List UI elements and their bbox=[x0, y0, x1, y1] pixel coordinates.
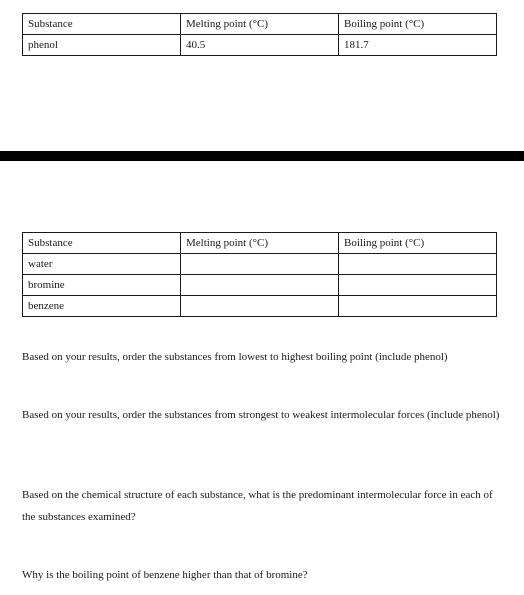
section-divider bbox=[0, 151, 524, 161]
cell-boiling-point: 181.7 bbox=[339, 35, 497, 56]
results-table-substances bbox=[22, 232, 497, 317]
cell-boiling-point[interactable] bbox=[339, 296, 497, 317]
cell-boiling-point[interactable] bbox=[339, 254, 497, 275]
cell-substance: bromine bbox=[23, 275, 181, 296]
header-melting-point: Melting point (°C) bbox=[181, 233, 339, 254]
cell-melting-point[interactable] bbox=[181, 296, 339, 317]
table-row bbox=[23, 296, 497, 317]
header-substance: Substance bbox=[23, 233, 181, 254]
header-boiling-point: Boiling point (°C) bbox=[339, 14, 497, 35]
cell-boiling-point[interactable] bbox=[339, 275, 497, 296]
question-benzene-vs-bromine: Why is the boiling point of benzene higher than that of bromine? bbox=[22, 569, 308, 581]
header-melting-point: Melting point (°C) bbox=[181, 14, 339, 35]
question-imf-order: Based on your results, order the substances from strongest to weakest intermolecular forces (include phenol) bbox=[22, 409, 500, 421]
table-header-row bbox=[23, 14, 497, 35]
table-row bbox=[23, 254, 497, 275]
cell-substance: water bbox=[23, 254, 181, 275]
table-row bbox=[23, 275, 497, 296]
cell-melting-point[interactable] bbox=[181, 254, 339, 275]
table-row bbox=[23, 35, 497, 56]
header-boiling-point: Boiling point (°C) bbox=[339, 233, 497, 254]
table-header-row bbox=[23, 233, 497, 254]
question-predominant-force: Based on the chemical structure of each substance, what is the predominant intermolecular force in each of the substances examined? bbox=[22, 489, 493, 523]
cell-melting-point: 40.5 bbox=[181, 35, 339, 56]
cell-substance: phenol bbox=[23, 35, 181, 56]
question-boiling-order: Based on your results, order the substances from lowest to highest boiling point (include phenol) bbox=[22, 351, 448, 363]
results-table-phenol bbox=[22, 13, 497, 56]
cell-substance: benzene bbox=[23, 296, 181, 317]
cell-melting-point[interactable] bbox=[181, 275, 339, 296]
header-substance: Substance bbox=[23, 14, 181, 35]
